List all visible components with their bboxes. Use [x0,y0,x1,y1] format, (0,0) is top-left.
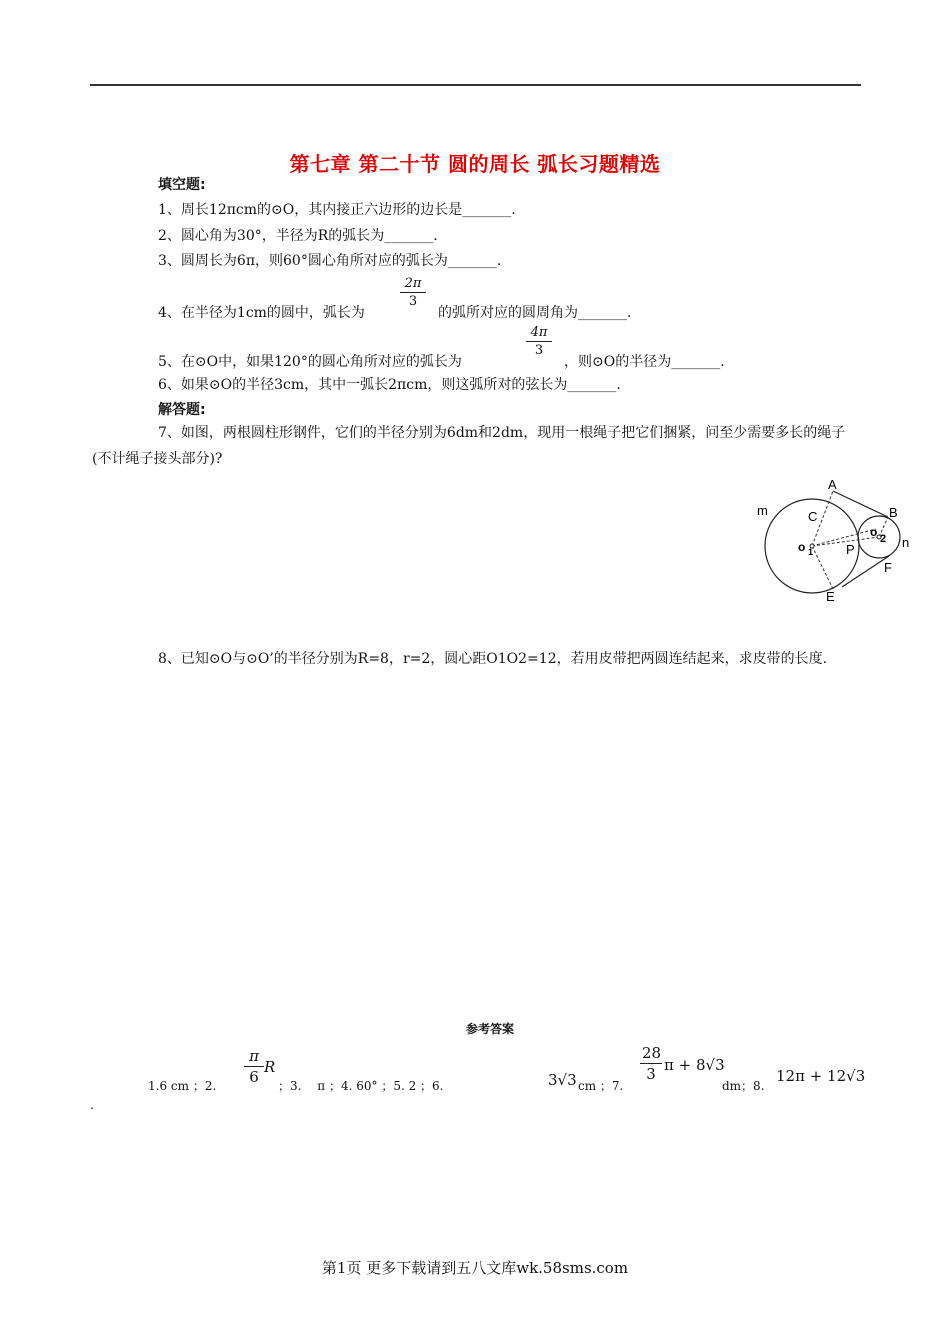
answer-7-unit: dm；8. [722,1079,765,1093]
fraction-bar [526,341,552,342]
page-footer: 第1页 更多下载请到五八文库wk.58sms.com [321,1259,629,1277]
answer-2-variable: R [264,1058,276,1076]
section-solve-heading: 解答题: [158,402,206,418]
fraction-numerator: 28 [642,1044,662,1062]
answer-2-fraction [244,1047,264,1086]
answer-7-rest: π + 8√3 [664,1056,725,1074]
page-title: 第七章 第二十节 圆的周长 弧长习题精选 [289,152,661,176]
label-n: n [902,535,910,550]
question-8: 8、已知⊙O与⊙O’的半径分别为R=8，r=2，圆心距O1O2=12，若用皮带把两圆连结起来，求皮带的长度. [158,651,828,667]
question-4-prefix: 4、在半径为1cm的圆中，弧长为 [158,305,365,321]
label-o1-subscript: 1 [808,547,814,557]
fraction-bar [400,292,426,293]
label-o1: o [798,540,806,554]
question-4-suffix: 的弧所对应的圆周角为_______. [438,305,632,321]
dashed-segment-c [812,529,876,546]
answer-7-fraction [640,1044,662,1083]
section-fill-in-heading: 填空题: [158,177,206,193]
two-circles-figure [752,479,912,604]
answer-1: 1.6 cm ；2. [148,1079,217,1093]
answers-trailing-dot: . [90,1098,94,1112]
answer-6-value: 3√3 [548,1071,577,1089]
fraction-denominator: 3 [408,294,418,309]
question-5-suffix: ，则⊙O的半径为_______. [564,354,725,370]
fraction-bar [640,1063,662,1064]
label-f: F [884,560,892,575]
question-4-fraction [400,276,426,309]
fraction-denominator: 6 [249,1068,259,1086]
question-7: 7、如图，两根圆柱形钢件，它们的半径分别为6dm和2dm，现用一根绳子把它们捆紧，问至少需要多长的绳子(不计绳子接头部分)? [92,425,846,467]
fraction-denominator: 3 [534,343,544,358]
question-6: 6、如果⊙O的半径3cm，其中一弧长2πcm，则这弧所对的弦长为_______. [158,377,621,393]
label-o2-subscript: 2 [880,533,887,545]
fraction-numerator: π [249,1047,259,1065]
top-rule [90,84,861,86]
fraction-numerator: 4π [530,325,548,340]
label-c: C [808,509,818,524]
label-m: m [757,503,768,518]
tangent-upper [833,491,888,517]
answer-3-to-5: ；3. π ；4. 60° ；5. 2 ；6. [278,1079,444,1093]
fraction-bar [244,1066,264,1067]
label-a: A [828,479,837,492]
dashed-radius-e [812,546,834,591]
question-5-fraction [526,325,552,358]
tangent-lower [842,556,889,587]
label-e: E [826,589,835,604]
label-b: B [889,505,898,520]
answer-8-value: 12π + 12√3 [776,1067,866,1085]
question-1: 1、周长12πcm的⊙O，其内接正六边形的边长是_______. [158,202,516,218]
question-5-prefix: 5、在⊙O中，如果120°的圆心角所对应的弧长为 [158,354,462,370]
question-2: 2、圆心角为30°，半径为R的弧长为_______. [158,228,438,244]
fraction-numerator: 2π [404,276,422,291]
label-o2: o [870,525,878,539]
question-3: 3、圆周长为6π，则60°圆心角所对应的弧长为_______. [158,253,502,269]
answers-heading: 参考答案 [465,1022,514,1036]
label-p: P [846,542,855,557]
answer-6-unit: cm ；7. [578,1079,624,1093]
fraction-denominator: 3 [646,1065,656,1083]
